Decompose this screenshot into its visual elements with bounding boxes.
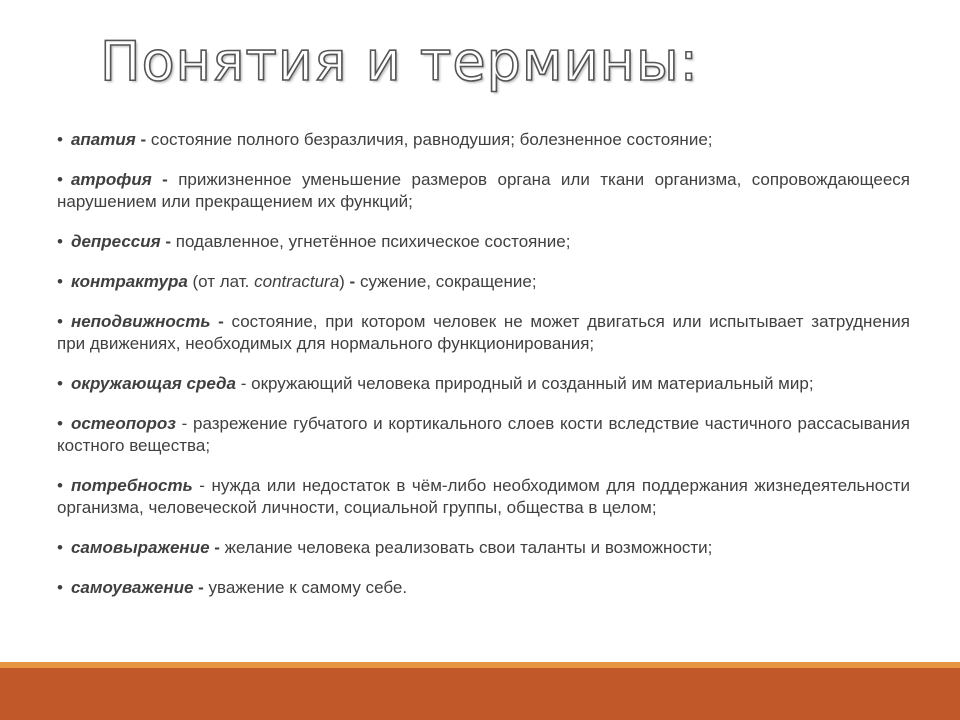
- term-name: остеопороз: [70, 414, 176, 433]
- term-name: апатия: [70, 130, 136, 149]
- term-definition: подавленное, угнетённое психическое состояние;: [175, 232, 571, 251]
- term-separator: -: [135, 130, 151, 149]
- bullet-icon: •: [57, 414, 63, 433]
- term-name: неподвижность: [70, 312, 211, 331]
- bullet-icon: •: [57, 538, 63, 557]
- term-definition: прижизненное уменьшение размеров органа или ткани организма, сопровождающееся нарушением или прекращением их функций;: [57, 170, 910, 211]
- term-name: потребность: [70, 476, 193, 495]
- term-separator: -: [160, 232, 176, 251]
- term-separator: -: [175, 414, 194, 433]
- term-item-environment: [57, 373, 910, 395]
- term-note-suffix: ): [339, 272, 345, 291]
- term-separator: -: [192, 476, 212, 495]
- slide-title: Понятия и термины:: [100, 30, 699, 93]
- term-item-need: [57, 475, 910, 519]
- term-item-atrophy: [57, 169, 910, 213]
- term-definition: нужда или недостаток в чём-либо необходимом для поддержания жизнедеятельности организма, человеческой личности, социальной группы, общества в целом;: [57, 476, 910, 517]
- term-separator: -: [236, 374, 252, 393]
- term-definition: желание человека реализовать свои таланты и возможности;: [224, 538, 713, 557]
- term-note-prefix: (от лат.: [187, 272, 255, 291]
- term-separator: -: [344, 272, 360, 291]
- term-separator: -: [210, 312, 232, 331]
- bullet-icon: •: [57, 232, 63, 251]
- bullet-icon: •: [57, 578, 63, 597]
- term-name: контрактура: [70, 272, 188, 291]
- term-separator: -: [193, 578, 209, 597]
- bullet-icon: •: [57, 130, 63, 149]
- term-definition: состояние, при котором человек не может двигаться или испытывает затруднения при движениях, необходимых для нормального функционирования;: [57, 312, 910, 353]
- term-name: депрессия: [70, 232, 161, 251]
- term-item-osteoporosis: [57, 413, 910, 457]
- term-definition: разрежение губчатого и кортикального слоев кости вследствие частичного рассасывания костного вещества;: [57, 414, 910, 455]
- term-item-apathy: [57, 129, 910, 151]
- term-item-immobility: [57, 311, 910, 355]
- term-item-self-expression: [57, 537, 910, 559]
- term-item-contracture: [57, 271, 910, 293]
- term-note-latin: contractura: [254, 272, 340, 291]
- terms-list: [57, 129, 910, 599]
- footer-bar: [0, 668, 960, 720]
- term-name: самоуважение: [70, 578, 194, 597]
- term-definition: окружающий человека природный и созданный им материальный мир;: [251, 374, 814, 393]
- term-definition: состояние полного безразличия, равнодушия; болезненное состояние;: [150, 130, 713, 149]
- term-name: самовыражение: [70, 538, 210, 557]
- term-separator: -: [209, 538, 225, 557]
- term-definition: сужение, сокращение;: [359, 272, 537, 291]
- bullet-icon: •: [57, 312, 63, 331]
- term-definition: уважение к самому себе.: [208, 578, 408, 597]
- bullet-icon: •: [57, 374, 63, 393]
- term-item-depression: [57, 231, 910, 253]
- bullet-icon: •: [57, 272, 63, 291]
- bullet-icon: •: [57, 476, 63, 495]
- term-name: атрофия: [70, 170, 152, 189]
- term-name: окружающая среда: [70, 374, 236, 393]
- term-separator: -: [151, 170, 179, 189]
- term-item-self-respect: [57, 577, 910, 599]
- bullet-icon: •: [57, 170, 63, 189]
